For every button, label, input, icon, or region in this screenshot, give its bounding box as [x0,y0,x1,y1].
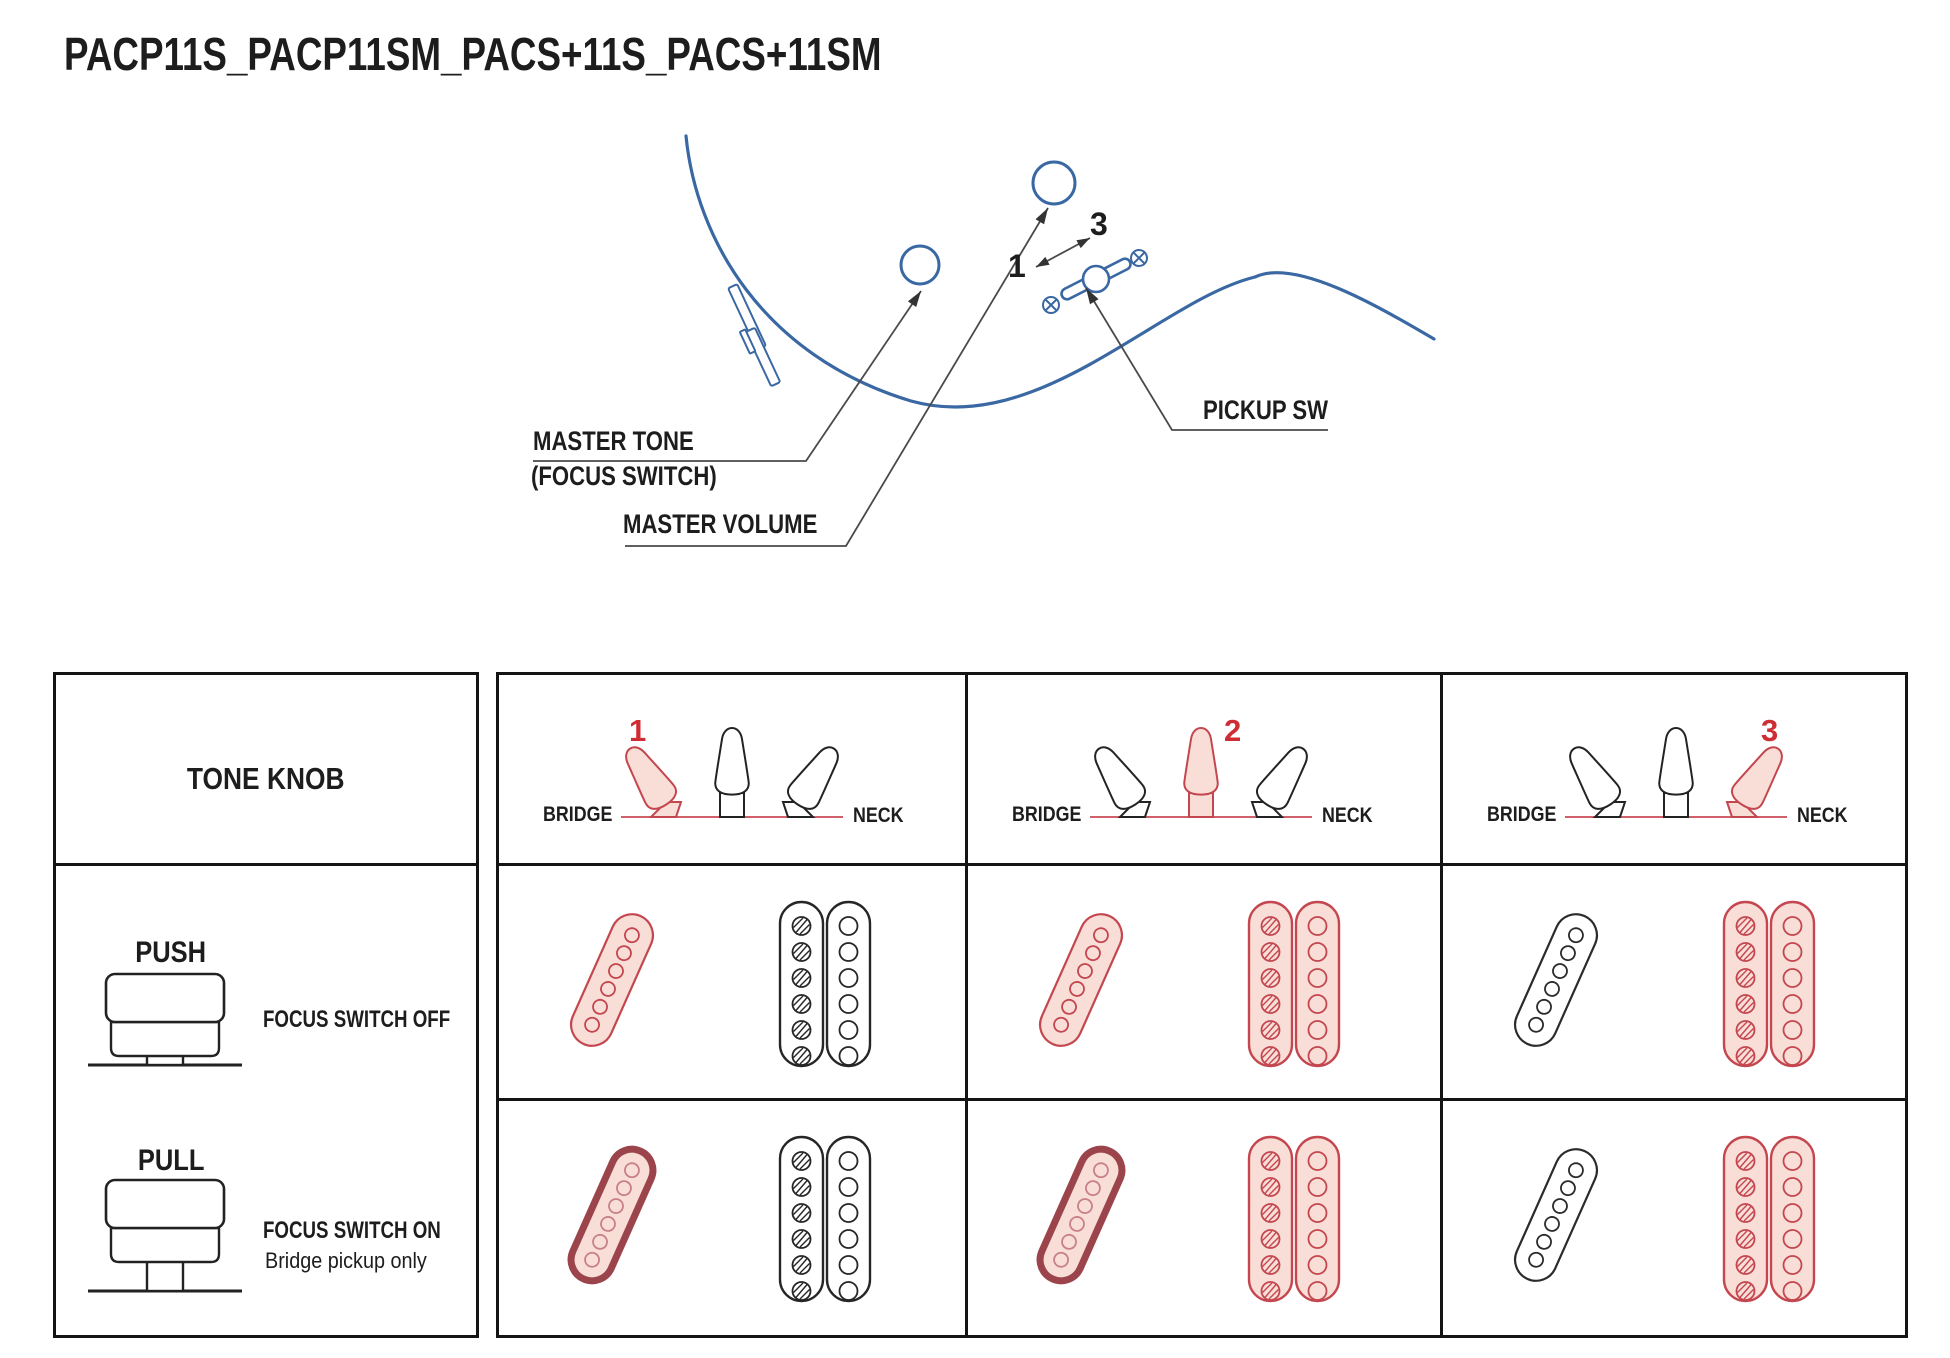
focus-switch-off-label: FOCUS SWITCH OFF [263,1006,451,1033]
master-volume-leader-line [625,208,1048,546]
position-number: 2 [1224,713,1242,748]
single-coil-pickup-icon [1038,910,1124,1050]
pickup-combo-pull-pos2 [968,1101,1434,1336]
pickup-combo-pull-pos1 [499,1101,965,1336]
bridge-label: BRIDGE [543,803,613,826]
humbucker-pickup-icon [1723,900,1815,1070]
switch-position-2-header [968,675,1434,863]
single-coil-pickup-icon [569,910,655,1050]
bridge-pickup-only-note: Bridge pickup only [265,1248,427,1273]
arrowhead [908,291,921,307]
humbucker-pickup-icon [1248,1135,1340,1305]
table-divider [56,863,476,866]
pickup-combo-push-pos3 [1443,866,1909,1101]
pull-label: PULL [137,1144,205,1177]
humbucker-pickup-icon [779,1135,871,1305]
arrowhead [1036,257,1050,267]
push-knob-icon [88,972,242,1068]
pickup-sw-label: PICKUP SW [1203,395,1329,425]
switch-position-3-header [1443,675,1909,863]
push-label: PUSH [135,936,207,969]
focus-switch-on-label: FOCUS SWITCH ON [263,1217,441,1244]
neck-label: NECK [1797,804,1848,827]
pickup-combo-push-pos1 [499,866,965,1101]
pull-knob-icon [88,1178,242,1294]
pickup-combo-push-pos2 [968,866,1434,1101]
master-tone-label: MASTER TONE [533,426,694,456]
switch-position-1-number: 1 [1008,248,1026,284]
tone-knob-header: TONE KNOB [187,761,345,796]
humbucker-pickup-icon [779,900,871,1070]
selector-lever-diagram [1565,715,1805,830]
arrowhead [1036,208,1049,224]
pickup-switch [1060,257,1133,301]
bridge-label: BRIDGE [1012,803,1082,826]
position-number: 1 [629,713,647,748]
neck-label: NECK [853,804,904,827]
switch-position-3-number: 3 [1090,206,1108,242]
humbucker-pickup-icon [1248,900,1340,1070]
single-coil-pickup-icon [1513,1145,1599,1285]
master-volume-label: MASTER VOLUME [623,509,818,539]
bridge-label: BRIDGE [1487,803,1557,826]
selector-lever-diagram [1090,715,1330,830]
master-tone-knob [901,246,939,284]
guitar-controls-diagram [0,0,1950,660]
page-title-text: PACP11S_PACP11SM_PACS+11S_PACS+11SM [64,28,882,80]
neck-label: NECK [1322,804,1373,827]
pickup-selection-table [496,672,1908,1338]
focus-switch-sublabel: (FOCUS SWITCH) [531,461,717,491]
humbucker-pickup-icon [1723,1135,1815,1305]
single-coil-pickup-icon [1038,1145,1124,1285]
tone-knob-table [53,672,479,1338]
switch-position-1-header [499,675,965,863]
position-number: 3 [1761,713,1779,748]
selector-lever-diagram [621,715,861,830]
master-volume-knob [1033,162,1075,204]
arrowhead [1076,238,1090,248]
single-coil-pickup-icon [1513,910,1599,1050]
pickup-combo-pull-pos3 [1443,1101,1909,1336]
single-coil-pickup-icon [569,1145,655,1285]
